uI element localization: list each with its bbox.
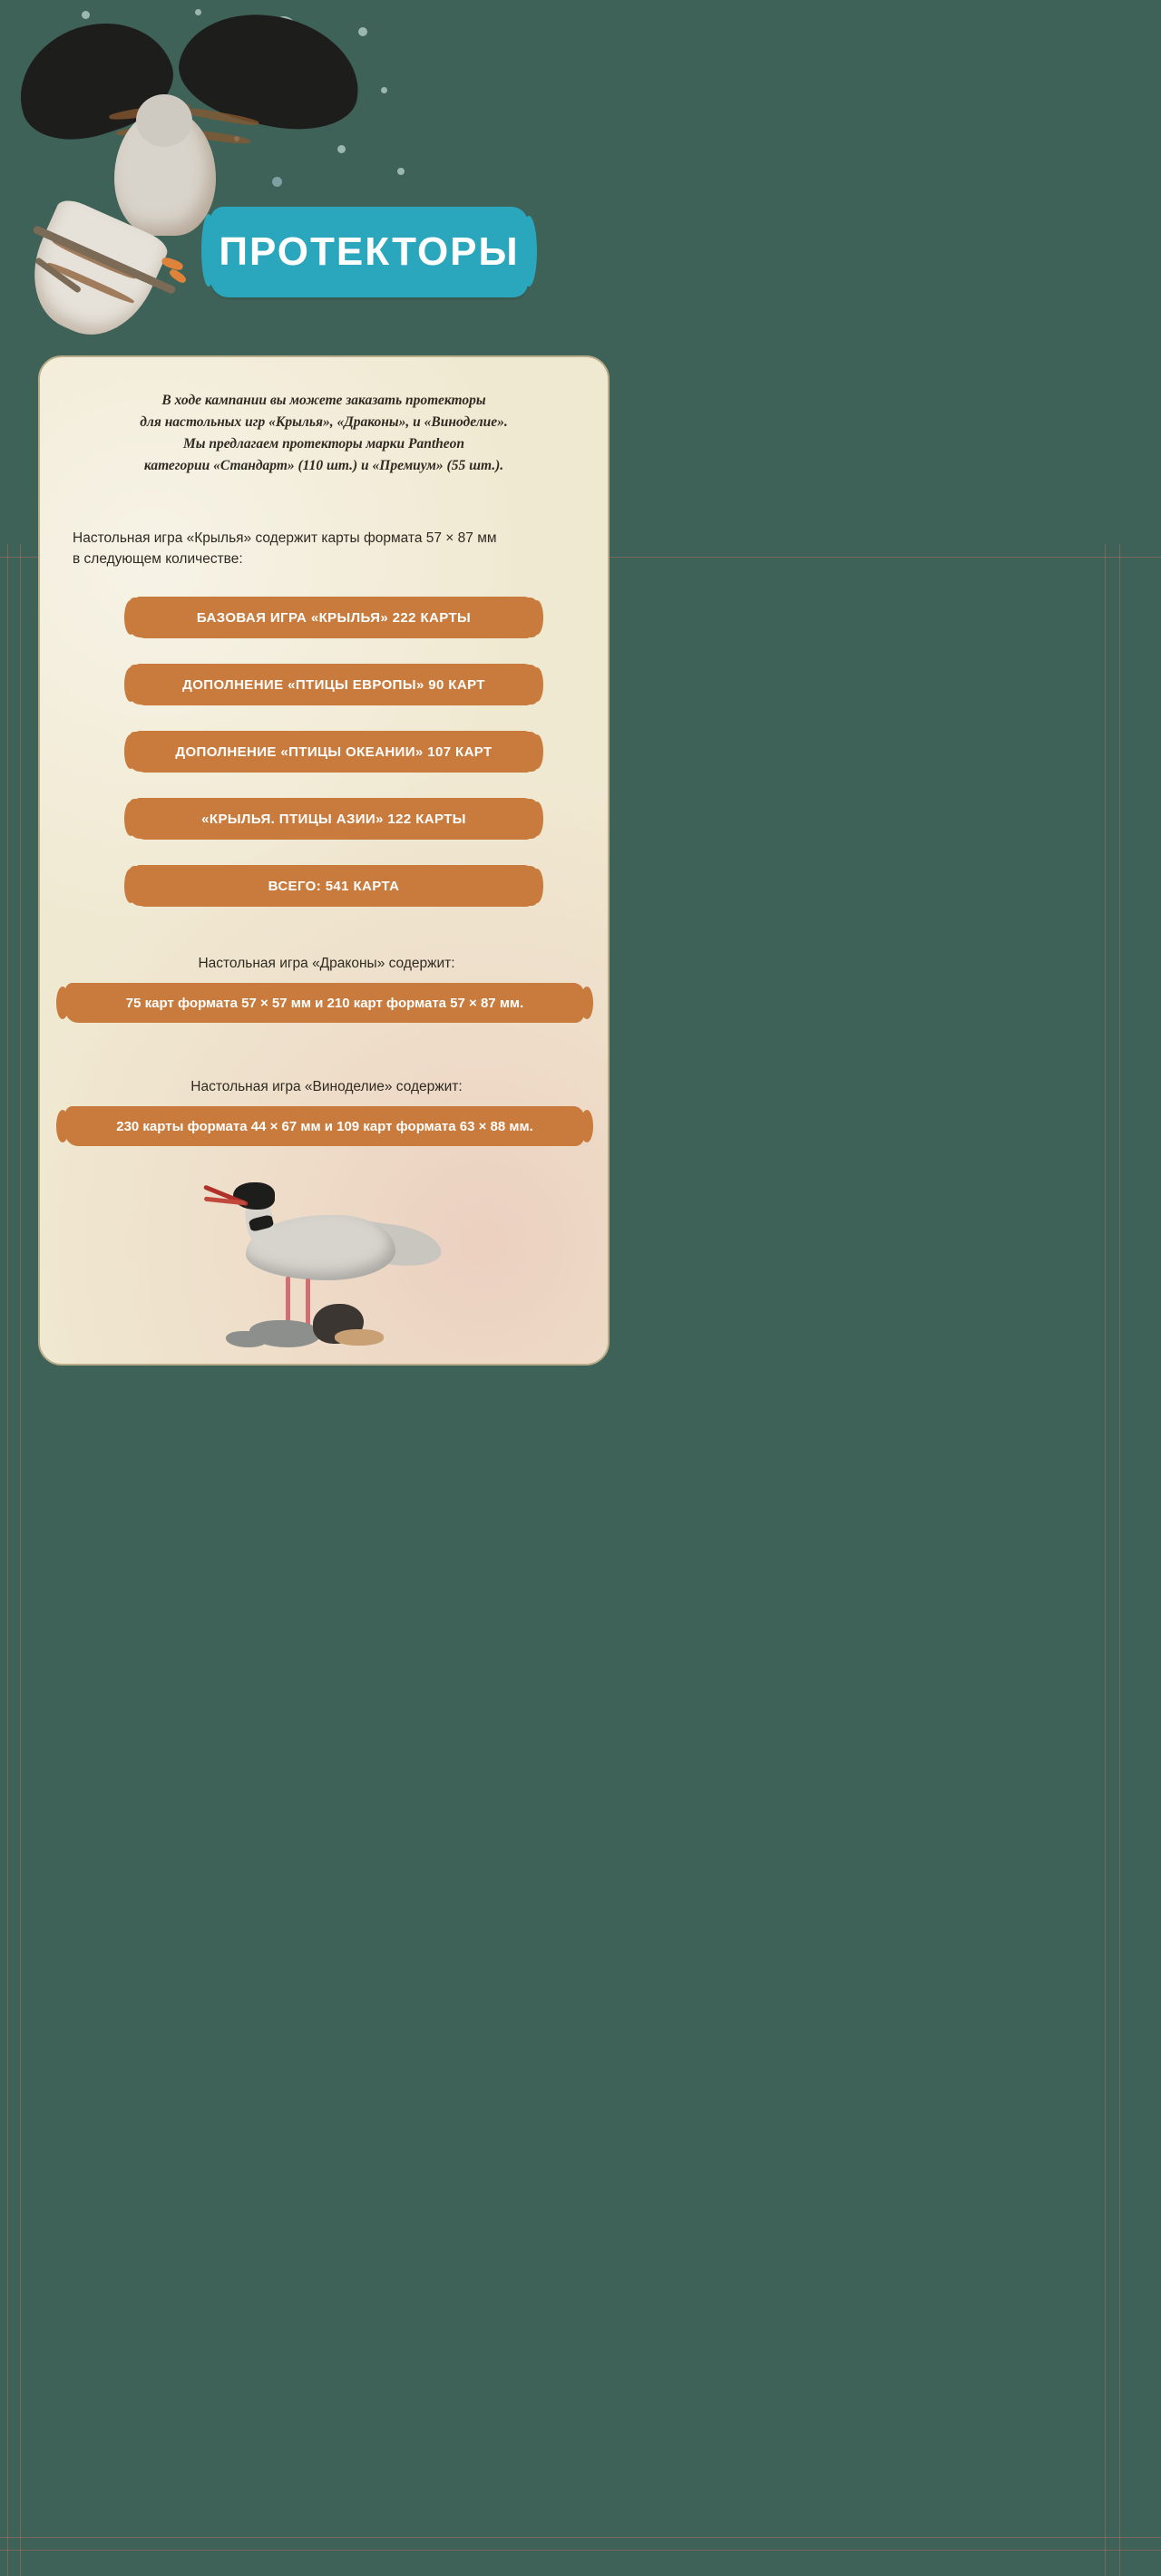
page-title: ПРОТЕКТОРЫ xyxy=(219,229,520,274)
intro-line-3: Мы предлагаем протекторы марки Pantheon xyxy=(182,436,465,452)
intro-line-2: для настольных игр «Крылья», «Драконы», и «Виноделие». xyxy=(140,414,508,431)
wingspan-item-asia: «КРЫЛЬЯ. ПТИЦЫ АЗИИ» 122 КАРТЫ xyxy=(134,798,533,840)
wingspan-item-oceania-expansion: ДОПОЛНЕНИЕ «ПТИЦЫ ОКЕАНИИ» 107 КАРТ xyxy=(134,731,533,773)
dragons-heading: Настольная игра «Драконы» содержит: xyxy=(198,956,455,971)
content-card xyxy=(38,355,610,1366)
wingspan-item-total: ВСЕГО: 541 КАРТА xyxy=(134,865,533,907)
guide-line xyxy=(1105,544,1106,2576)
guide-line xyxy=(0,2550,1161,2551)
wingspan-lead-line-1: Настольная игра «Крылья» содержит карты формата 57 × 87 мм xyxy=(73,530,497,546)
wingspan-item-european-expansion: ДОПОЛНЕНИЕ «ПТИЦЫ ЕВРОПЫ» 90 КАРТ xyxy=(134,664,533,705)
guide-line xyxy=(20,544,21,2576)
intro-line-1: В ходе кампании вы можете заказать протекторы xyxy=(161,393,486,408)
wingspan-lead-line-2: в следующем количестве: xyxy=(73,551,243,568)
dragons-detail: 75 карт формата 57 × 57 мм и 210 карт формата 57 × 87 мм. xyxy=(65,983,584,1023)
guide-line xyxy=(0,2537,1161,2538)
guide-line xyxy=(1119,544,1120,2576)
viticulture-detail: 230 карты формата 44 × 67 мм и 109 карт формата 63 × 88 мм. xyxy=(65,1106,584,1146)
page-title-banner xyxy=(210,207,528,297)
intro-paragraph xyxy=(94,390,553,477)
guide-line xyxy=(7,544,8,2576)
ibis-illustration xyxy=(199,1177,462,1366)
wingspan-lead xyxy=(73,528,580,570)
viticulture-heading: Настольная игра «Виноделие» содержит: xyxy=(190,1079,463,1094)
intro-line-4: категории «Стандарт» (110 шт.) и «Премиум» (55 шт.). xyxy=(143,458,504,474)
wingspan-item-base-game: БАЗОВАЯ ИГРА «КРЫЛЬЯ» 222 КАРТЫ xyxy=(134,597,533,638)
